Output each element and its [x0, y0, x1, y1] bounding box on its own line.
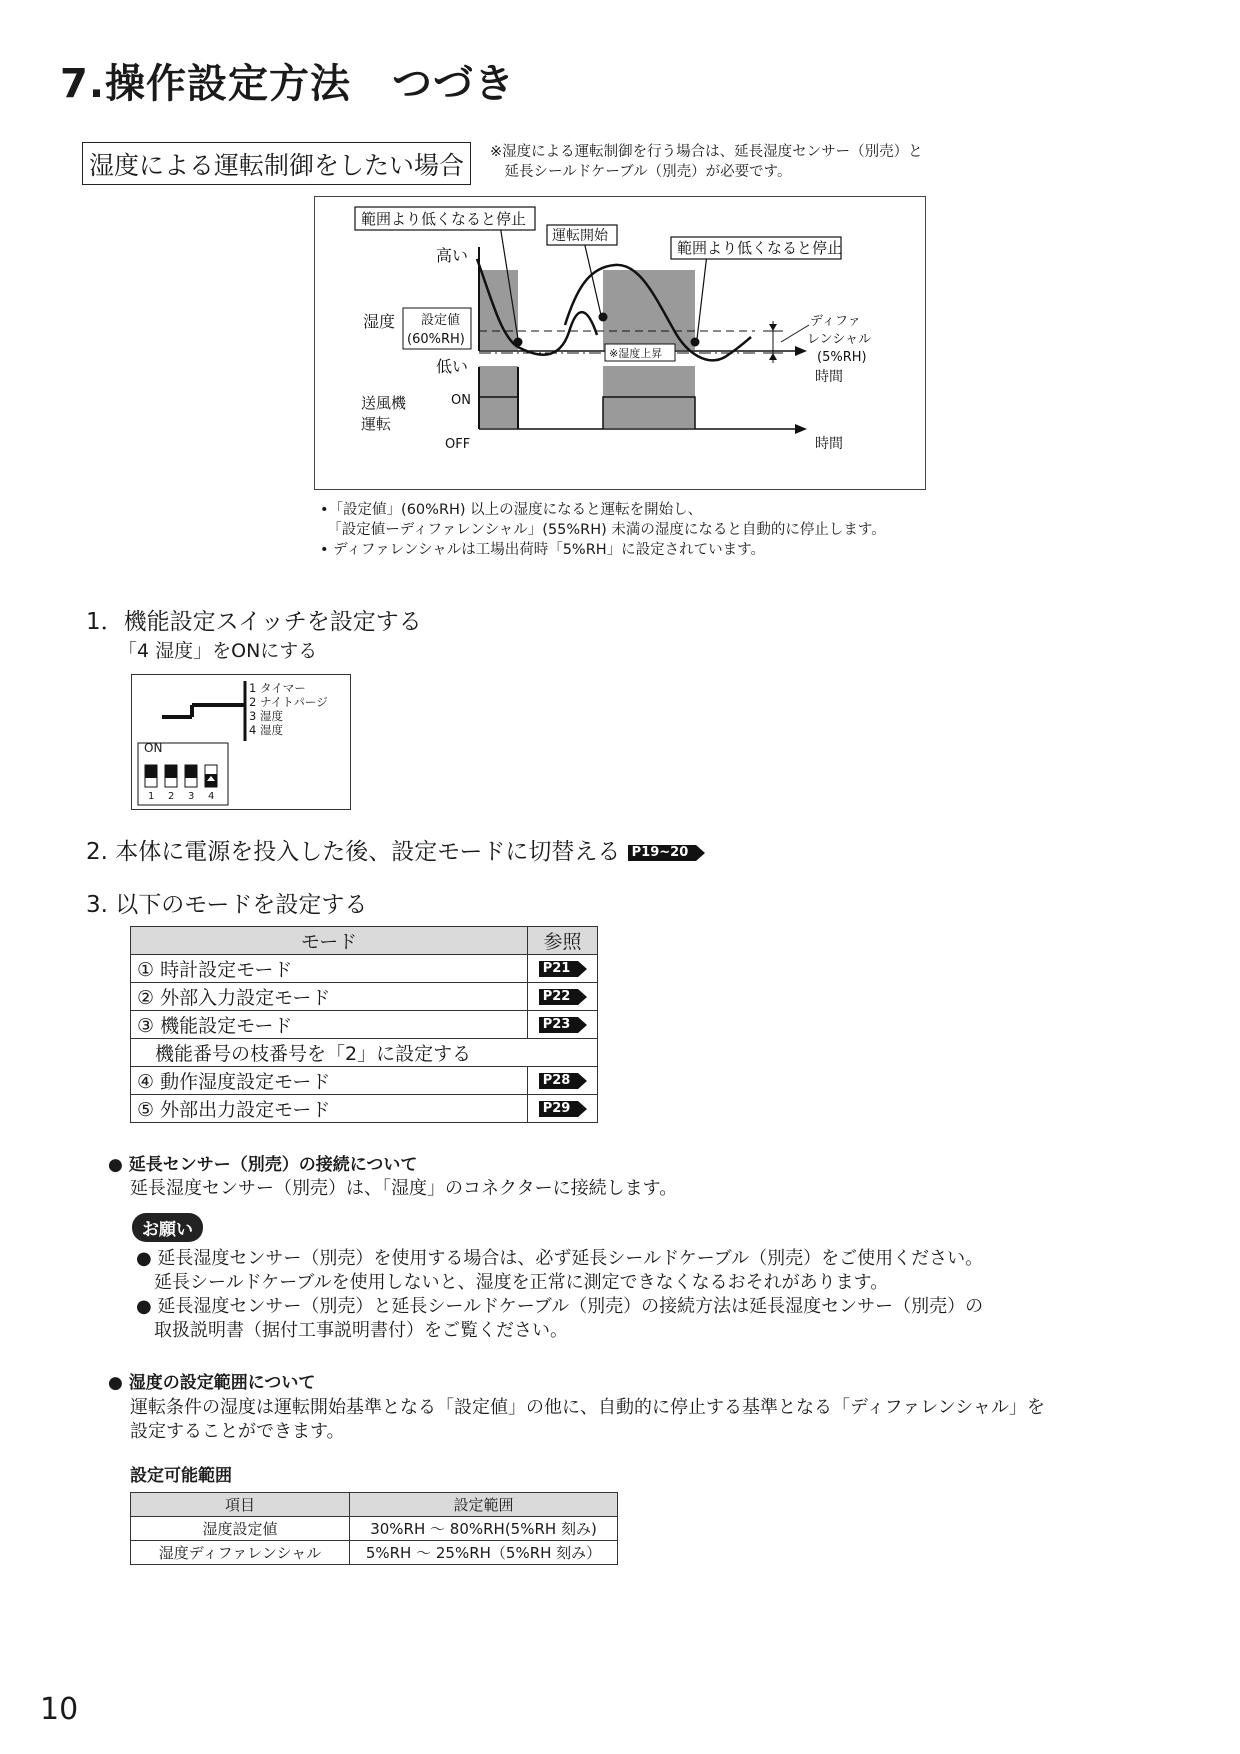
diagram-note-line: •「設定値」(60%RH) 以上の湿度になると運転を開始し、 [320, 502, 703, 518]
ref-cell [528, 1095, 598, 1123]
range-body-line: 設定することができます。 [130, 1421, 345, 1442]
section-heading: 湿度による運転制御をしたい場合 [82, 142, 471, 185]
start-point [599, 313, 608, 322]
label-high: 高い [436, 246, 469, 265]
callout-right: 範囲より低くなると停止 [677, 239, 843, 257]
table-row [131, 1067, 598, 1095]
switch-labels [249, 681, 328, 737]
table-row [131, 1011, 598, 1039]
mode-subnote: 機能番号の枝番号を「2」に設定する [131, 1039, 598, 1067]
label-humidity: 湿度 [363, 312, 396, 331]
rise-label: ※湿度上昇 [609, 347, 663, 360]
page-number: 10 [40, 1692, 79, 1727]
section-note [490, 142, 923, 182]
ref-cell [528, 1011, 598, 1039]
fan-label-2: 運転 [361, 415, 392, 433]
fan-label-1: 送風機 [361, 394, 407, 412]
range-item-cell: 湿度ディファレンシャル [131, 1541, 350, 1565]
dip-1-knob [145, 765, 157, 778]
table-row [131, 1541, 618, 1565]
shade-period-1 [479, 270, 518, 428]
switch-label: 1 タイマー [249, 681, 306, 695]
humidity-control-diagram [314, 196, 926, 490]
page-ref-badge: P19~20 [628, 845, 697, 861]
range-table-title: 設定可能範囲 [130, 1466, 232, 1486]
diff-label-2: レンシャル [807, 332, 872, 347]
page-title: 7.操作設定方法 つづき [60, 61, 516, 107]
step2-text: 2. 本体に電源を投入した後、設定モードに切替える [86, 839, 621, 865]
table-row [131, 1095, 598, 1123]
dip-number-1: 1 [148, 791, 155, 802]
dip-switch-panel [131, 674, 351, 810]
section-note-line: ※湿度による運転制御を行う場合は、延長湿度センサー（別売）と [490, 144, 923, 160]
callout-left: 範囲より低くなると停止 [361, 210, 527, 228]
sensor-body: 延長湿度センサー（別売）は、「湿度」のコネクターに接続します。 [130, 1178, 678, 1199]
page-ref-badge: P22 [539, 989, 579, 1005]
range-body [130, 1396, 1045, 1444]
diff-label-3: (5%RH) [817, 350, 867, 365]
dip-3-knob [185, 765, 197, 778]
range-body-line: 運転条件の湿度は運転開始基準となる「設定値」の他に、自動的に停止する基準となる「ディファレンシャル」を [130, 1397, 1045, 1418]
range-item-cell: 湿度設定値 [131, 1517, 350, 1541]
dip-number-3: 3 [188, 791, 195, 802]
diff-arrow-top [769, 324, 777, 331]
table-row [131, 1517, 618, 1541]
mode-cell: ① 時計設定モード [131, 955, 528, 983]
setpoint-value: (60%RH) [407, 332, 465, 347]
fan-off-label: OFF [445, 437, 471, 452]
mode-cell: ④ 動作湿度設定モード [131, 1067, 528, 1095]
page-ref-badge: P23 [539, 1017, 579, 1033]
switch-label: 3 湿度 [249, 709, 283, 723]
range-table [130, 1492, 618, 1565]
range-heading: ● 湿度の設定範囲について [108, 1373, 316, 1393]
label-low: 低い [436, 357, 469, 376]
sensor-heading: ● 延長センサー（別売）の接続について [108, 1155, 418, 1175]
request-badge-label: お願い [132, 1213, 203, 1242]
table-row [131, 983, 598, 1011]
diff-label-1: ディファ [810, 314, 861, 329]
step3-title: 3. 以下のモードを設定する [86, 892, 368, 918]
request-line: 延長シールドケーブルを使用しないと、湿度を正常に測定できなくなるおそれがあります。 [136, 1272, 889, 1293]
header-ref: 参照 [528, 927, 598, 955]
x-arrow-lower [795, 424, 807, 434]
time-label-upper: 時間 [815, 369, 843, 385]
section-note-line: 延長シールドケーブル（別売）が必要です。 [490, 164, 792, 180]
diff-leader [781, 325, 809, 342]
callout-line-mid [583, 237, 601, 315]
ref-cell [528, 955, 598, 983]
table-row [131, 1039, 598, 1067]
switch-label: 4 湿度 [249, 723, 283, 737]
diagram-notes [320, 500, 886, 560]
request-line: ● 延長湿度センサー（別売）と延長シールドケーブル（別売）の接続方法は延長湿度センサー（別売）の [136, 1296, 984, 1317]
header-mode: モード [131, 927, 528, 955]
callout-mid: 運転開始 [552, 228, 608, 244]
range-table-header [131, 1493, 618, 1517]
dip-2-knob [165, 765, 177, 778]
mode-table-header [131, 927, 598, 955]
request-lines [136, 1247, 983, 1343]
page-ref-badge: P29 [539, 1101, 579, 1117]
fan-on-label: ON [451, 393, 471, 408]
ref-cell [528, 983, 598, 1011]
header-item: 項目 [131, 1493, 350, 1517]
ref-cell [528, 1067, 598, 1095]
time-label-lower: 時間 [815, 436, 843, 452]
request-line: 取扱説明書（据付工事説明書付）をご覧ください。 [136, 1320, 568, 1341]
diff-arrow-bottom [769, 353, 777, 360]
dip-on-label: ON [144, 741, 163, 755]
mode-cell: ⑤ 外部出力設定モード [131, 1095, 528, 1123]
setpoint-label: 設定値 [421, 313, 461, 328]
step1-sub: 「4 湿度」をONにする [118, 640, 318, 662]
header-range: 設定範囲 [350, 1493, 618, 1517]
page-ref-badge: P28 [539, 1073, 579, 1089]
switch-label: 2 ナイトパージ [249, 695, 328, 709]
dip-number-2: 2 [168, 791, 175, 802]
diagram-note-line: 「設定値ーディファレンシャル」(55%RH) 未満の湿度になると自動的に停止します。 [320, 522, 886, 538]
page-ref-badge: P21 [539, 961, 579, 977]
step1-title: 1．機能設定スイッチを設定する [86, 609, 422, 635]
mode-table [130, 926, 598, 1123]
mode-cell: ③ 機能設定モード [131, 1011, 528, 1039]
x-arrow-upper [795, 346, 807, 356]
table-row [131, 955, 598, 983]
request-badge [132, 1213, 203, 1242]
range-value-cell: 5%RH ～ 25%RH（5%RH 刻み） [350, 1541, 618, 1565]
request-line: ● 延長湿度センサー（別売）を使用する場合は、必ず延長シールドケーブル（別売）をご使用ください。 [136, 1248, 984, 1269]
dip-number-4: 4 [208, 791, 215, 802]
callout-line-right [697, 254, 707, 339]
diagram-note-line: • ディファレンシャルは工場出荷時「5%RH」に設定されています。 [320, 542, 766, 558]
range-value-cell: 30%RH ～ 80%RH(5%RH 刻み) [350, 1517, 618, 1541]
diagram-svg [315, 197, 925, 489]
stop-point-2 [691, 338, 700, 347]
mode-cell: ② 外部入力設定モード [131, 983, 528, 1011]
step2-title [86, 833, 704, 866]
